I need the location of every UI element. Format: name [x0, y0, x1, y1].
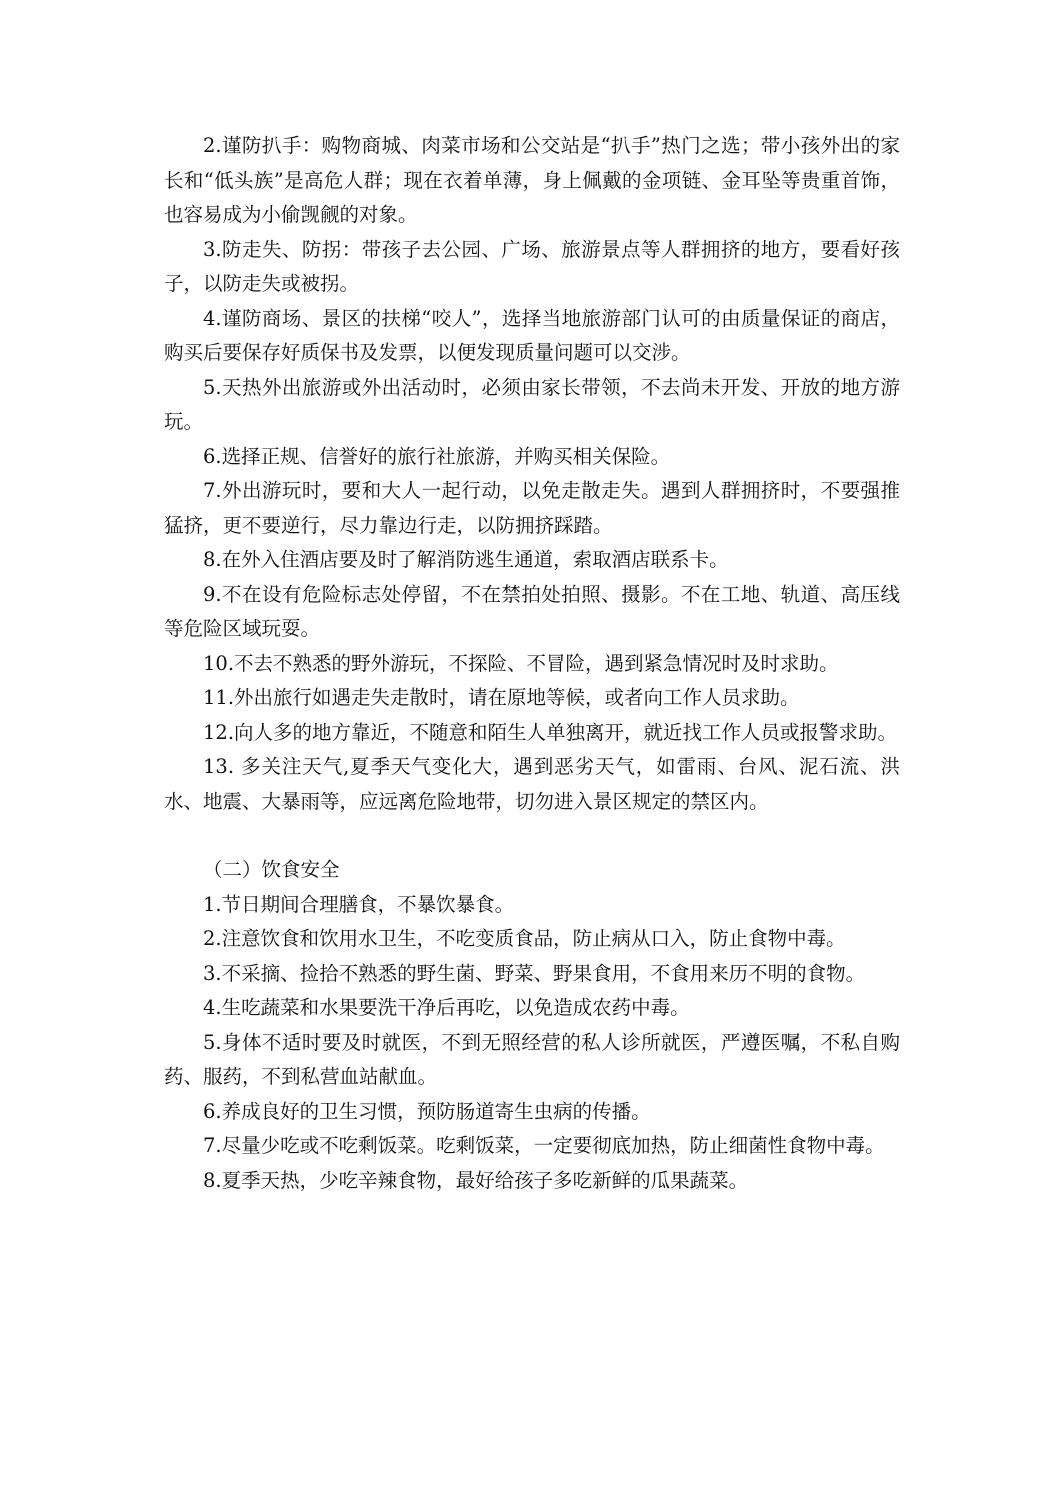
list-item: 6.选择正规、信誉好的旅行社旅游，并购买相关保险。	[203, 444, 671, 468]
document-page	[164, 129, 900, 1198]
list-item: 12.向人多的地方靠近，不随意和陌生人单独离开，就近找工作人员或报警求助。	[203, 720, 898, 744]
list-item: 3.防走失、防拐：带孩子去公园、广场、旅游景点等人群拥挤的地方，要看好孩子，以防走失或被拐。	[164, 237, 900, 295]
list-item: 4.谨防商场、景区的扶梯“咬人”，选择当地旅游部门认可的由质量保证的商店，购买后要保存好质保书及发票，以便发现质量问题可以交涉。	[164, 306, 900, 364]
list-item: 4.生吃蔬菜和水果要洗干净后再吃，以免造成农药中毒。	[203, 996, 690, 1019]
section-food-safety	[164, 853, 900, 1198]
section-heading: （二）饮食安全	[203, 858, 340, 881]
list-item: 1.节日期间合理膳食，不暴饮暴食。	[203, 892, 515, 916]
list-item: 2.注意饮食和饮用水卫生，不吃变质食品，防止病从口入，防止食物中毒。	[203, 927, 846, 950]
list-item: 10.不去不熟悉的野外游玩，不探险、不冒险，遇到紧急情况时及时求助。	[203, 651, 839, 675]
list-item: 13. 多关注天气,夏季天气变化大，遇到恶劣天气，如雷雨、台风、泥石流、洪水、地震、大暴雨等，应远离危险地带，切勿进入景区规定的禁区内。	[164, 755, 900, 813]
list-item: 11.外出旅行如遇走失走散时，请在原地等候，或者向工作人员求助。	[203, 686, 800, 709]
list-item: 8.在外入住酒店要及时了解消防逃生通道，索取酒店联系卡。	[203, 548, 729, 571]
list-item: 2.谨防扒手：购物商城、肉菜市场和公交站是“扒手”热门之选；带小孩外出的家长和“低头族”是高危人群；现在衣着单薄，身上佩戴的金项链、金耳坠等贵重首饰，也容易成为小偷觊觎的对象。	[164, 134, 900, 226]
list-item: 7.外出游玩时，要和大人一起行动，以免走散走失。遇到人群拥挤时，不要强推猛挤，更不要逆行，尽力靠边行走，以防拥挤踩踏。	[164, 479, 900, 537]
list-item: 5.身体不适时要及时就医，不到无照经营的私人诊所就医，严遵医嘱，不私自购药、服药，不到私营血站献血。	[164, 1030, 900, 1088]
list-item: 3.不采摘、捡拾不熟悉的野生菌、野菜、野果食用，不食用来历不明的食物。	[203, 961, 866, 985]
section-travel-safety	[164, 129, 900, 819]
list-item: 7.尽量少吃或不吃剩饭菜。吃剩饭菜，一定要彻底加热，防止细菌性食物中毒。	[203, 1134, 885, 1157]
list-item: 9.不在设有危险标志处停留，不在禁拍处拍照、摄影。不在工地、轨道、高压线等危险区域玩耍。	[164, 582, 900, 640]
list-item: 8.夏季天热，少吃辛辣食物，最好给孩子多吃新鲜的瓜果蔬菜。	[203, 1168, 749, 1192]
list-item: 6.养成良好的卫生习惯，预防肠道寄生虫病的传播。	[203, 1099, 651, 1123]
list-item: 5.天热外出旅游或外出活动时，必须由家长带领，不去尚未开发、开放的地方游玩。	[164, 375, 900, 433]
